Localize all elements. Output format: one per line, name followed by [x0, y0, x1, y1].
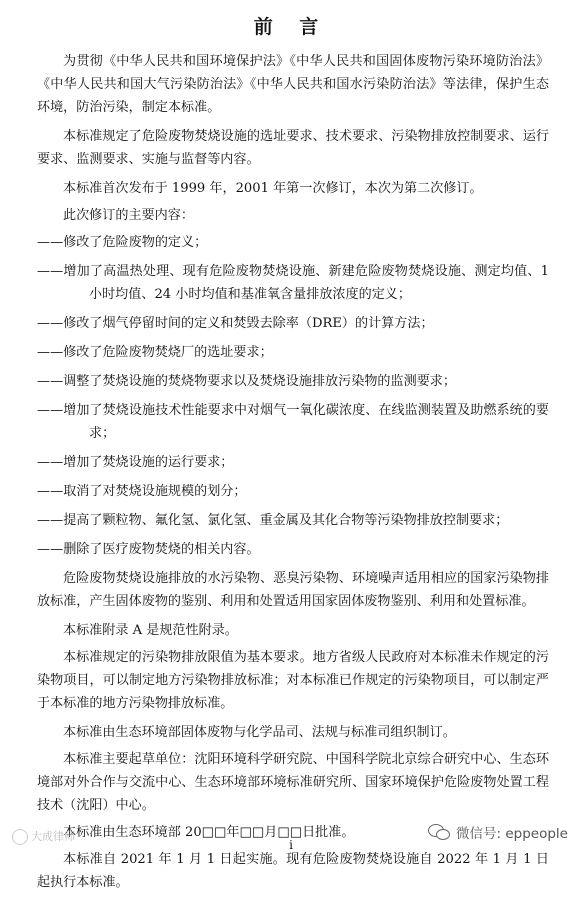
- watermark-right-text: 微信号: eppeople: [456, 826, 568, 842]
- watermark-right: [428, 822, 568, 842]
- page-footer: [0, 818, 582, 856]
- watermark-left-text: 大成律师: [31, 830, 75, 843]
- wechat-logo-icon: [428, 823, 450, 841]
- paragraph-revision-intro: 此次修订的主要内容：: [63, 208, 194, 223]
- revision-item: ——提高了颗粒物、氟化氢、氯化氢、重金属及其化合物等污染物排放控制要求；: [37, 513, 509, 528]
- revision-item: ——修改了危险废物的定义；: [37, 235, 208, 250]
- revision-item: ——增加了高温热处理、现有危险废物焚烧设施、新建危险废物焚烧设施、测定均值、1 小时均值、24 小时均值和基准氧含量排放浓度的定义；: [37, 264, 549, 302]
- document-body: [37, 50, 549, 898]
- revision-item: ——增加了焚烧设施技术性能要求中对烟气一氧化碳浓度、在线监测装置及助燃系统的要求；: [37, 403, 549, 441]
- revision-item: ——修改了烟气停留时间的定义和焚毁去除率（DRE）的计算方法；: [37, 316, 434, 331]
- page-title: 前 言: [253, 16, 329, 38]
- paragraph-approval: 本标准由生态环境部 20□□年□□月□□日批准。: [63, 825, 355, 840]
- paragraph-effective-date: 本标准自 2021 年 1 月 1 日起实施。现有危险废物焚烧设施自 2022 年 1 月 1 日起执行本标准。: [37, 852, 549, 890]
- revision-item: ——取消了对焚烧设施规模的划分；: [37, 484, 247, 499]
- paragraph-appendix: 本标准附录 A 是规范性附录。: [63, 623, 238, 638]
- paragraph-organizer: 本标准由生态环境部固体废物与化学品司、法规与标准司组织制订。: [63, 725, 456, 740]
- revision-item: ——增加了焚烧设施的运行要求；: [37, 455, 234, 470]
- paragraph-purpose: 为贯彻《中华人民共和国环境保护法》《中华人民共和国固体废物污染环境防治法》《中华人民共和国大气污染防治法》《中华人民共和国水污染防治法》等法律，保护生态环境，防治污染，制定本标准。: [37, 54, 549, 115]
- paragraph-scope: 本标准规定了危险废物焚烧设施的选址要求、技术要求、污染物排放控制要求、运行要求、监测要求、实施与监督等内容。: [37, 129, 549, 167]
- paragraph-limits: 本标准规定的污染物排放限值为基本要求。地方省级人民政府对本标准未作规定的污染物项目，可以制定地方污染物排放标准；对本标准已作规定的污染物项目，可以制定严于本标准的地方污染物排放标准。: [37, 650, 549, 711]
- paragraph-drafters: 本标准主要起草单位：沈阳环境科学研究院、中国科学院北京综合研究中心、生态环境部对外合作与交流中心、生态环境部环境标准研究所、国家环境保护危险废物处置工程技术（沈阳）中心。: [37, 752, 549, 813]
- revision-item: ——调整了焚烧设施的焚烧物要求以及焚烧设施排放污染物的监测要求；: [37, 374, 456, 389]
- paragraph-other-standards: 危险废物焚烧设施排放的水污染物、恶臭污染物、环境噪声适用相应的国家污染物排放标准，产生固体废物的鉴别、利用和处置适用国家固体废物鉴别、利用和处置标准。: [37, 571, 549, 609]
- revision-item: ——修改了危险废物焚烧厂的选址要求；: [37, 345, 273, 360]
- revision-item: ——删除了医疗废物焚烧的相关内容。: [37, 542, 260, 557]
- page-number: i: [289, 838, 293, 852]
- paragraph-history: 本标准首次发布于 1999 年，2001 年第一次修订，本次为第二次修订。: [63, 181, 483, 196]
